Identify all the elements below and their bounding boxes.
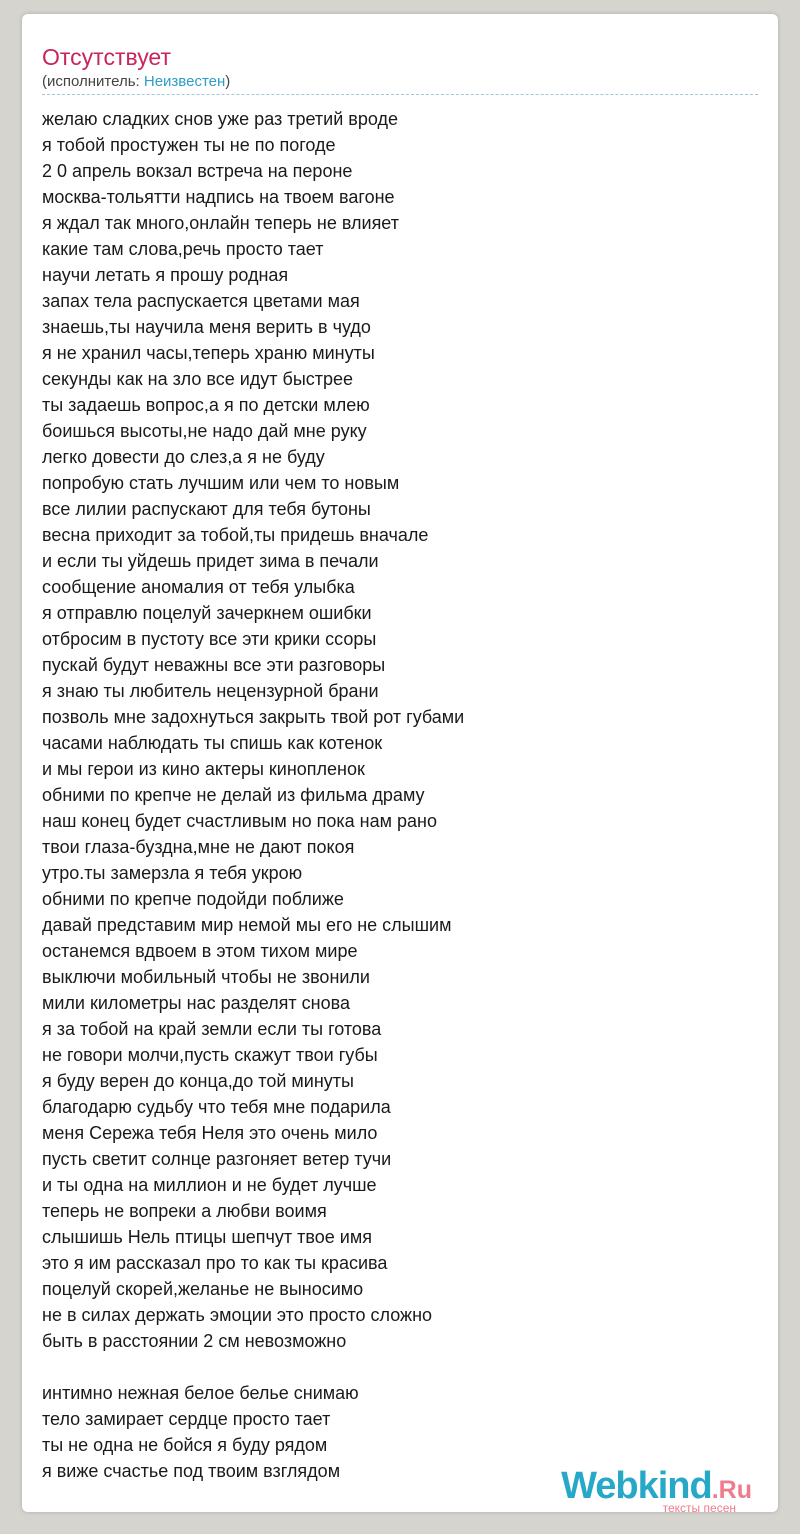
lyric-line: я отправлю поцелуй зачеркнем ошибки <box>42 603 372 623</box>
lyric-line: и ты одна на миллион и не будет лучше <box>42 1175 377 1195</box>
title-divider <box>42 94 758 95</box>
artist-line <box>42 73 230 91</box>
webkind-logo[interactable] <box>561 1466 752 1506</box>
lyric-line: давай представим мир немой мы его не слышим <box>42 915 452 935</box>
lyric-line: ты не одна не бойся я буду рядом <box>42 1435 328 1455</box>
lyric-line: наш конец будет счастливым но пока нам рано <box>42 811 437 831</box>
lyric-line: не говори молчи,пусть скажут твои губы <box>42 1045 378 1065</box>
lyric-line: я буду верен до конца,до той минуты <box>42 1071 354 1091</box>
artist-suffix: ) <box>225 73 231 90</box>
lyric-line: я знаю ты любитель нецензурной брани <box>42 681 379 701</box>
lyric-line: москва-тольятти надпись на твоем вагоне <box>42 187 395 207</box>
lyric-line: сообщение аномалия от тебя улыбка <box>42 577 355 597</box>
lyric-line: пусть светит солнце разгоняет ветер тучи <box>42 1149 392 1169</box>
song-title: Отсутствует <box>42 44 171 70</box>
lyrics-text <box>42 106 758 1484</box>
lyric-line: попробую стать лучшим или чем то новым <box>42 473 400 493</box>
artist-prefix: (исполнитель: <box>42 73 144 90</box>
logo-wordmark: Webkind <box>561 1465 712 1507</box>
lyric-line: позволь мне задохнуться закрыть твой рот губами <box>42 707 465 727</box>
lyric-line: все лилии распускают для тебя бутоны <box>42 499 371 519</box>
lyric-line: обними по крепче не делай из фильма драму <box>42 785 425 805</box>
lyric-line: научи летать я прошу родная <box>42 265 289 285</box>
lyrics-card <box>22 14 778 1515</box>
lyric-line: обними по крепче подойди поближе <box>42 889 344 909</box>
lyric-line: выключи мобильный чтобы не звонили <box>42 967 370 987</box>
lyric-line: не в силах держать эмоции это просто сложно <box>42 1305 433 1325</box>
lyric-line: и если ты уйдешь придет зима в печали <box>42 551 379 571</box>
lyric-line: быть в расстоянии 2 см невозможно <box>42 1331 347 1351</box>
lyric-line: легко довести до слез,а я не буду <box>42 447 325 467</box>
lyric-line: останемся вдвоем в этом тихом мире <box>42 941 358 961</box>
lyric-line: я тобой простужен ты не по погоде <box>42 135 336 155</box>
lyric-line: я виже счастье под твоим взглядом <box>42 1461 341 1481</box>
lyric-line: часами наблюдать ты спишь как котенок <box>42 733 383 753</box>
lyric-line: желаю сладких снов уже раз третий вроде <box>42 109 398 129</box>
lyric-line: интимно нежная белое белье снимаю <box>42 1383 359 1403</box>
lyric-line: запах тела распускается цветами мая <box>42 291 360 311</box>
lyric-line: мили километры нас разделят снова <box>42 993 350 1013</box>
logo-tagline: тексты песен <box>662 1501 736 1515</box>
lyric-line: и мы герои из кино актеры кинопленок <box>42 759 365 779</box>
lyric-line: твои глаза-буздна,мне не дают покоя <box>42 837 355 857</box>
lyric-line: секунды как на зло все идут быстрее <box>42 369 354 389</box>
lyric-line: слышишь Нель птицы шепчут твое имя <box>42 1227 372 1247</box>
lyric-line: я ждал так много,онлайн теперь не влияет <box>42 213 399 233</box>
lyric-line <box>42 1354 758 1380</box>
lyric-line: теперь не вопреки а любви воимя <box>42 1201 327 1221</box>
lyric-line: пускай будут неважны все эти разговоры <box>42 655 386 675</box>
lyric-line: тело замирает сердце просто тает <box>42 1409 331 1429</box>
lyric-line: меня Сережа тебя Неля это очень мило <box>42 1123 378 1143</box>
lyric-line: я не хранил часы,теперь храню минуты <box>42 343 375 363</box>
lyric-line: я за тобой на край земли если ты готова <box>42 1019 382 1039</box>
logo-tld: .Ru <box>711 1476 752 1504</box>
lyric-line: утро.ты замерзла я тебя укрою <box>42 863 303 883</box>
lyric-line: боишься высоты,не надо дай мне руку <box>42 421 367 441</box>
lyric-line: ты задаешь вопрос,а я по детски млею <box>42 395 370 415</box>
artist-link[interactable]: Неизвестен <box>143 73 226 90</box>
lyric-line: знаешь,ты научила меня верить в чудо <box>42 317 371 337</box>
lyric-line: какие там слова,речь просто тает <box>42 239 324 259</box>
lyric-line: благодарю судьбу что тебя мне подарила <box>42 1097 391 1117</box>
lyric-line: поцелуй скорей,желанье не выносимо <box>42 1279 364 1299</box>
lyric-line: это я им рассказал про то как ты красива <box>42 1253 388 1273</box>
lyric-line: весна приходит за тобой,ты придешь вначале <box>42 525 429 545</box>
lyric-line: 2 0 апрель вокзал встреча на пероне <box>42 161 353 181</box>
lyric-line: отбросим в пустоту все эти крики ссоры <box>42 629 377 649</box>
